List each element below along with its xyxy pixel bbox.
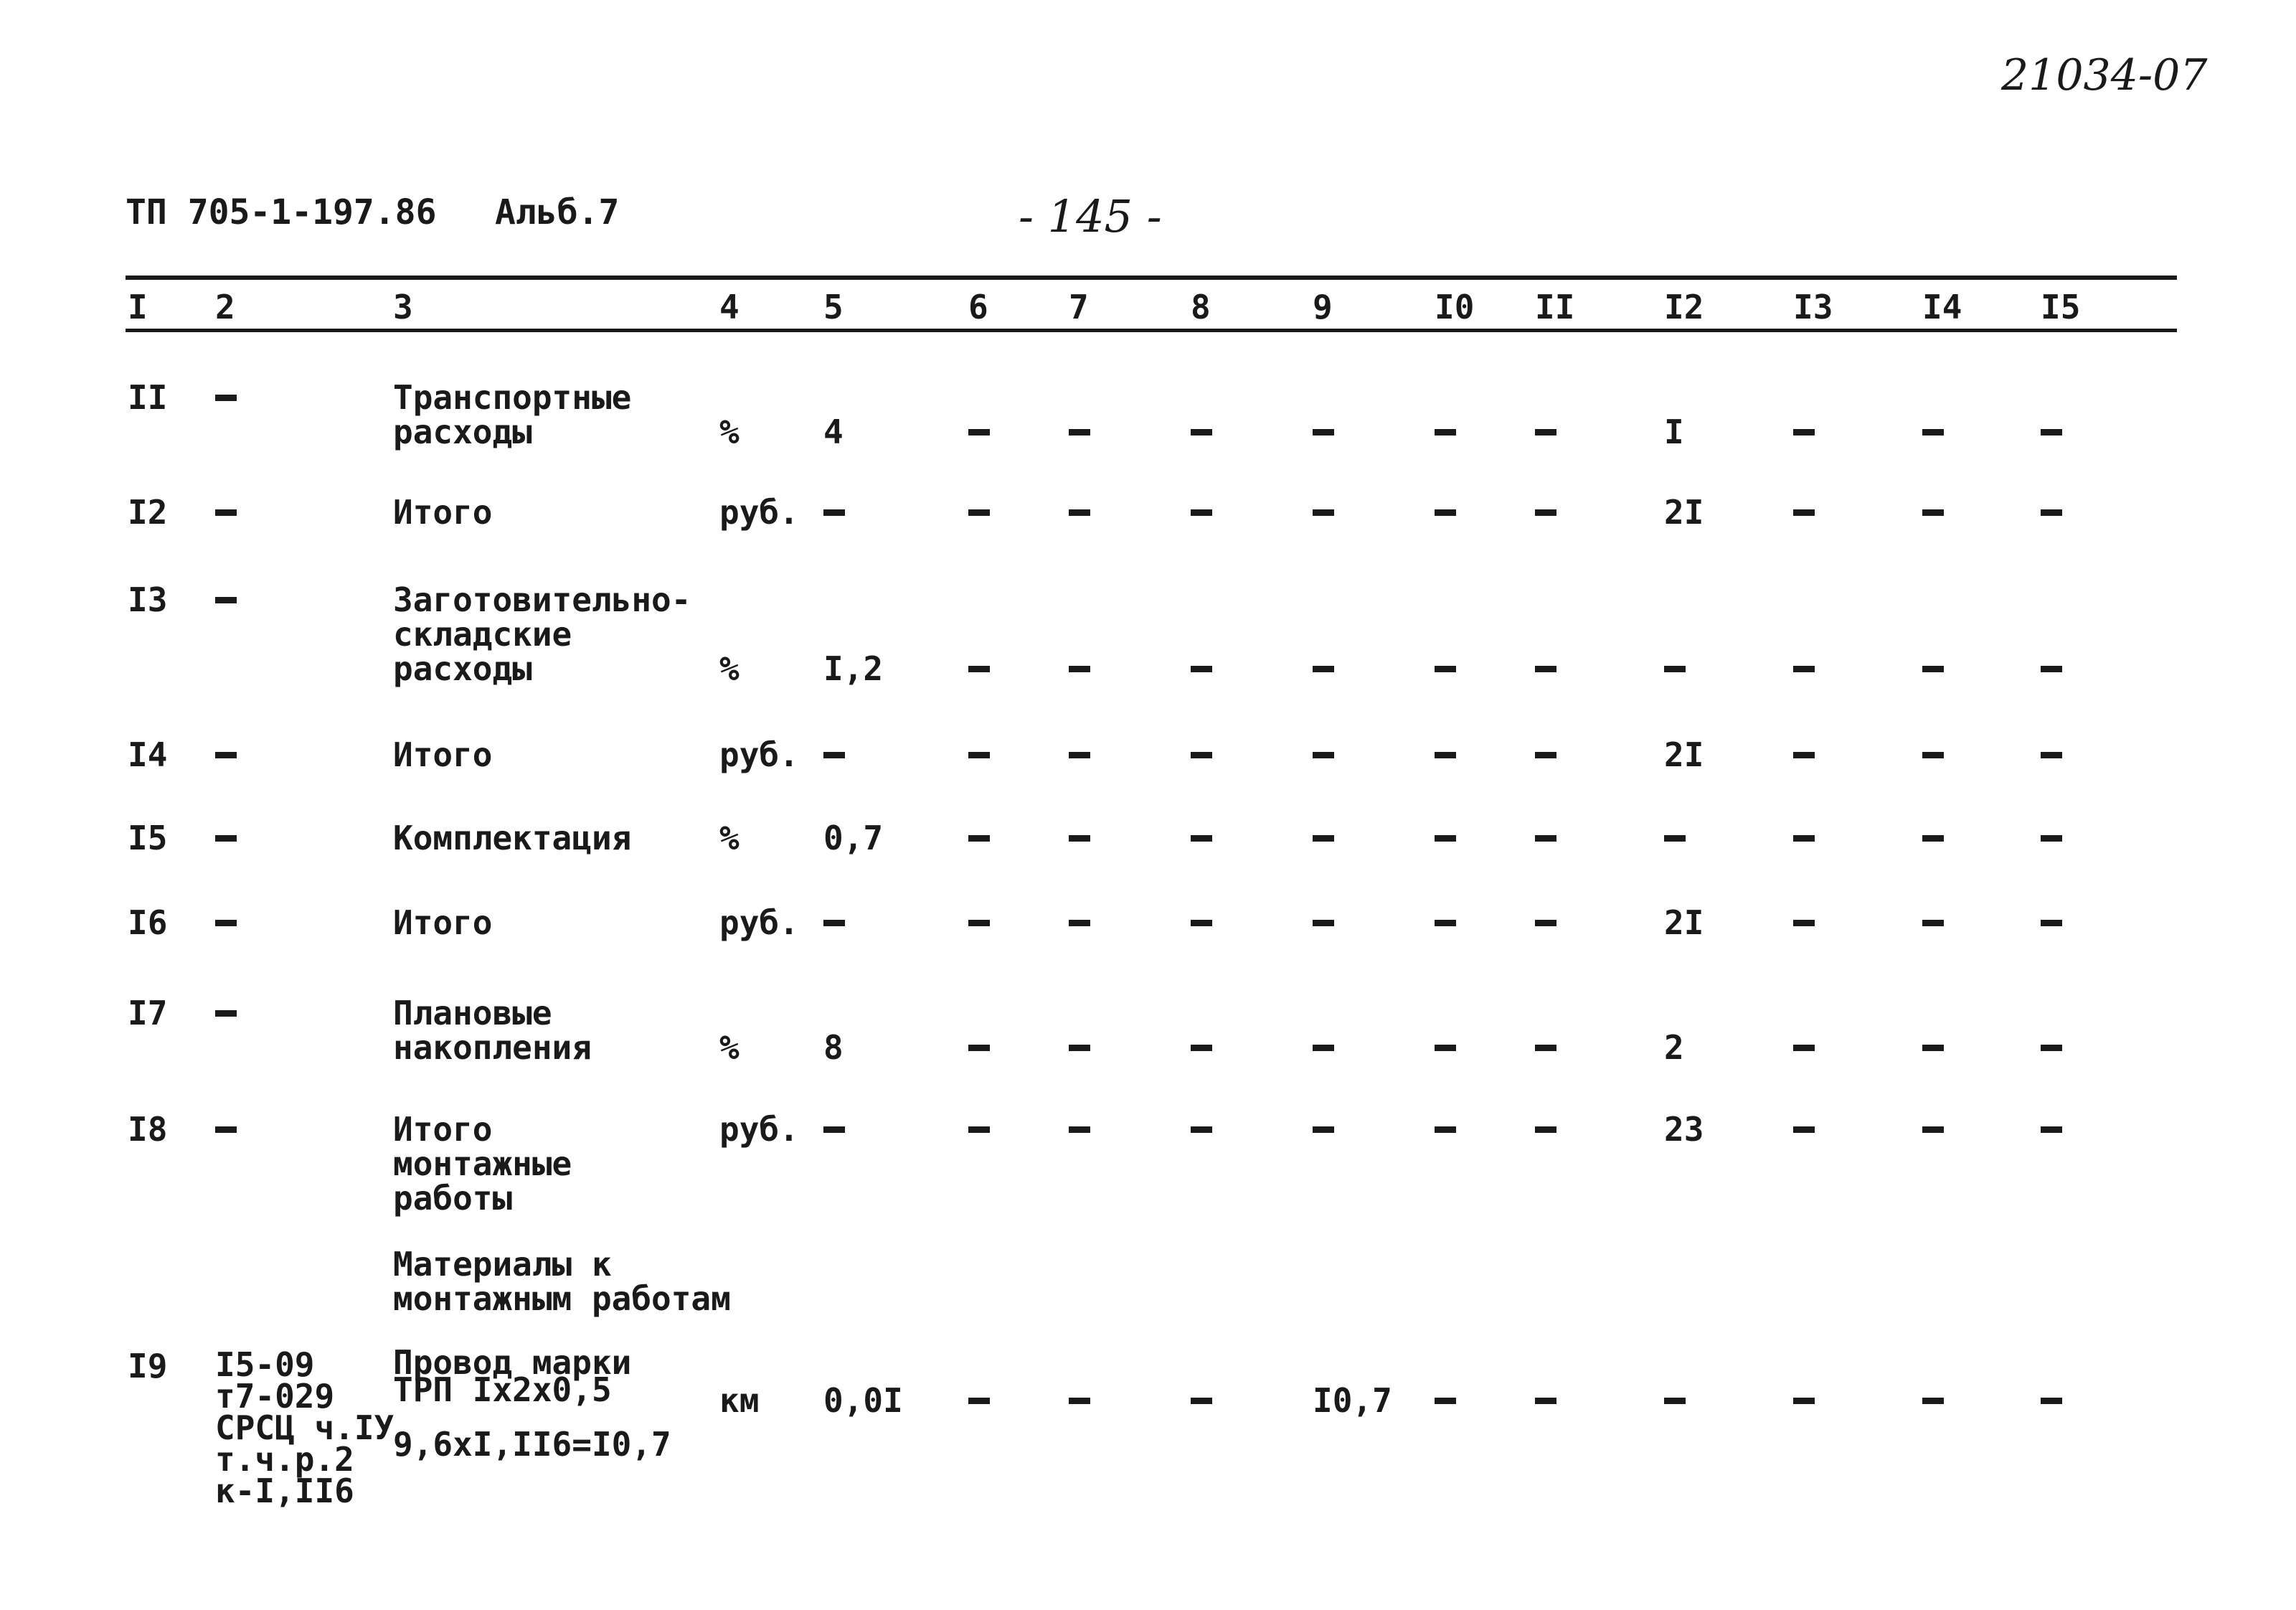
column-number-9: 9 (1313, 288, 1333, 326)
cell-col-5: 4 (823, 413, 844, 451)
cell-col-13 (1793, 1030, 1818, 1065)
cell-col-13 (1793, 1112, 1818, 1147)
cell-col-4: руб. (719, 735, 799, 774)
cell-col-7 (1069, 415, 1093, 449)
cell-col-10 (1435, 738, 1459, 772)
cell-col-11 (1535, 495, 1559, 529)
cell-col-14 (1922, 821, 1947, 855)
cell-col-11 (1535, 905, 1559, 940)
cell-col-2 (215, 583, 240, 617)
cell-col-10 (1435, 821, 1459, 855)
column-number-15: I5 (2041, 288, 2081, 326)
cell-col-5 (823, 1112, 848, 1147)
cell-col-11 (1535, 1383, 1559, 1418)
cell-col-12 (1664, 651, 1688, 686)
cell-col-6 (968, 1030, 993, 1065)
cell-col-1: I9 (128, 1347, 168, 1385)
cell-col-12: 2I (1664, 493, 1704, 532)
cell-col-1: I7 (128, 994, 168, 1032)
cell-col-11 (1535, 651, 1559, 686)
cell-col-13 (1793, 905, 1818, 940)
cell-col-8 (1191, 651, 1215, 686)
cell-col-2 (215, 821, 240, 855)
cell-col-9 (1313, 905, 1337, 940)
cell-col-10 (1435, 415, 1459, 449)
column-number-8: 8 (1191, 288, 1211, 326)
cell-col-6 (968, 415, 993, 449)
cell-col-13 (1793, 1383, 1818, 1418)
column-number-13: I3 (1793, 288, 1833, 326)
cell-col-2 (215, 380, 240, 415)
cell-col-5 (823, 905, 848, 940)
cell-col-4: % (719, 649, 740, 688)
cell-col-15 (2041, 1112, 2065, 1147)
archive-number: 21034-07 (2001, 50, 2208, 100)
cell-col-5: I,2 (823, 649, 884, 688)
cell-col-10 (1435, 651, 1459, 686)
cell-col-1: I4 (128, 735, 168, 774)
column-number-6: 6 (968, 288, 988, 326)
cell-col-3: Итого (393, 493, 493, 532)
cell-col-6 (968, 651, 993, 686)
cell-col-8 (1191, 495, 1215, 529)
cell-col-11 (1535, 1030, 1559, 1065)
cell-col-14 (1922, 738, 1947, 772)
cell-col-5 (823, 738, 848, 772)
cell-col-7 (1069, 821, 1093, 855)
cell-col-8 (1191, 738, 1215, 772)
cell-col-6 (968, 495, 993, 529)
column-number-11: II (1535, 288, 1575, 326)
cell-col-8 (1191, 1383, 1215, 1418)
cell-col-3: Провод марки ТРП Iх2х0,5 9,6хI,II6=I0,7 (393, 1343, 671, 1464)
cell-col-6 (968, 905, 993, 940)
cell-col-2 (215, 905, 240, 940)
cell-col-15 (2041, 495, 2065, 529)
cell-col-7 (1069, 1030, 1093, 1065)
cell-col-12: 2 (1664, 1028, 1684, 1067)
cell-col-14 (1922, 1112, 1947, 1147)
cell-col-3: Комплектация (393, 819, 632, 857)
cell-col-11 (1535, 821, 1559, 855)
cell-col-7 (1069, 738, 1093, 772)
cell-col-9 (1313, 495, 1337, 529)
cell-col-12: I (1664, 413, 1684, 451)
cell-col-1: I8 (128, 1110, 168, 1149)
column-number-12: I2 (1664, 288, 1704, 326)
cell-col-14 (1922, 415, 1947, 449)
cell-col-10 (1435, 1383, 1459, 1418)
cell-col-2 (215, 996, 240, 1030)
table-header-rule (126, 329, 2177, 332)
cell-col-12 (1664, 821, 1688, 855)
cell-col-9 (1313, 415, 1337, 449)
cell-col-13 (1793, 495, 1818, 529)
cell-col-6 (968, 1112, 993, 1147)
cell-col-14 (1922, 651, 1947, 686)
document-code: ТП 705-1-197.86 (126, 192, 437, 232)
cell-col-4: км (719, 1381, 760, 1420)
cell-col-10 (1435, 1112, 1459, 1147)
cell-col-14 (1922, 1383, 1947, 1418)
cell-col-11 (1535, 415, 1559, 449)
cell-col-1: I6 (128, 903, 168, 942)
cell-col-6 (968, 1383, 993, 1418)
cell-col-9: I0,7 (1313, 1381, 1392, 1420)
cell-col-7 (1069, 905, 1093, 940)
cell-col-15 (2041, 415, 2065, 449)
cell-col-15 (2041, 821, 2065, 855)
column-number-7: 7 (1069, 288, 1089, 326)
cell-col-1: II (128, 378, 168, 417)
cell-col-1: I2 (128, 493, 168, 532)
cell-col-4: руб. (719, 1110, 799, 1149)
cell-col-9 (1313, 1030, 1337, 1065)
cell-col-3: Заготовительно- складские расходы (393, 580, 691, 688)
cell-col-9 (1313, 738, 1337, 772)
cell-col-1: I3 (128, 580, 168, 619)
cell-col-5: 0,0I (823, 1381, 903, 1420)
cell-col-3: Итого (393, 903, 493, 942)
cell-col-8 (1191, 905, 1215, 940)
cell-col-14 (1922, 1030, 1947, 1065)
cell-col-11 (1535, 738, 1559, 772)
cell-col-4: руб. (719, 903, 799, 942)
cell-col-7 (1069, 1383, 1093, 1418)
cell-col-7 (1069, 1112, 1093, 1147)
cell-col-2 (215, 1112, 240, 1147)
column-number-14: I4 (1922, 288, 1962, 326)
cell-col-12: 2I (1664, 735, 1704, 774)
cell-col-10 (1435, 905, 1459, 940)
cell-col-10 (1435, 495, 1459, 529)
cell-col-6 (968, 821, 993, 855)
cell-col-10 (1435, 1030, 1459, 1065)
page-number: - 145 - (1019, 190, 1162, 243)
cell-col-12: 23 (1664, 1110, 1704, 1149)
cell-col-2: I5-09 т7-029 СРСЦ ч.IУ т.ч.р.2 к-I,II6 (215, 1345, 395, 1510)
cell-col-11 (1535, 1112, 1559, 1147)
column-number-1: I (128, 288, 148, 326)
cell-col-3: Итого монтажные работы (393, 1110, 572, 1218)
cell-col-13 (1793, 651, 1818, 686)
cell-col-5: 0,7 (823, 819, 884, 857)
cell-col-9 (1313, 821, 1337, 855)
cell-col-15 (2041, 651, 2065, 686)
cell-col-9 (1313, 651, 1337, 686)
cell-col-8 (1191, 1112, 1215, 1147)
cell-col-5 (823, 495, 848, 529)
cell-col-4: руб. (719, 493, 799, 532)
cell-col-4: % (719, 819, 740, 857)
cell-col-8 (1191, 821, 1215, 855)
cell-col-5: 8 (823, 1028, 844, 1067)
cell-col-6 (968, 738, 993, 772)
cell-col-8 (1191, 415, 1215, 449)
cell-col-1: I5 (128, 819, 168, 857)
cell-col-13 (1793, 821, 1818, 855)
cell-col-15 (2041, 738, 2065, 772)
column-number-5: 5 (823, 288, 844, 326)
cell-col-15 (2041, 905, 2065, 940)
cell-col-13 (1793, 415, 1818, 449)
column-number-3: 3 (393, 288, 413, 326)
column-number-2: 2 (215, 288, 235, 326)
cell-col-13 (1793, 738, 1818, 772)
cell-col-4: % (719, 413, 740, 451)
cell-col-15 (2041, 1383, 2065, 1418)
column-number-10: I0 (1435, 288, 1475, 326)
cell-col-4: % (719, 1028, 740, 1067)
cell-col-3: Итого (393, 735, 493, 774)
cell-col-7 (1069, 495, 1093, 529)
cell-col-8 (1191, 1030, 1215, 1065)
cell-col-3: Материалы к монтажным работам (393, 1245, 731, 1318)
cell-col-9 (1313, 1112, 1337, 1147)
cell-col-2 (215, 738, 240, 772)
album-label: Альб.7 (495, 192, 620, 232)
cell-col-2 (215, 495, 240, 529)
cell-col-12 (1664, 1383, 1688, 1418)
cell-col-12: 2I (1664, 903, 1704, 942)
table-top-rule (126, 276, 2177, 280)
cell-col-7 (1069, 651, 1093, 686)
cell-col-15 (2041, 1030, 2065, 1065)
cell-col-3: Транспортные расходы (393, 378, 632, 451)
column-number-4: 4 (719, 288, 740, 326)
cell-col-14 (1922, 495, 1947, 529)
cell-col-14 (1922, 905, 1947, 940)
cell-col-3: Плановые накопления (393, 994, 592, 1067)
